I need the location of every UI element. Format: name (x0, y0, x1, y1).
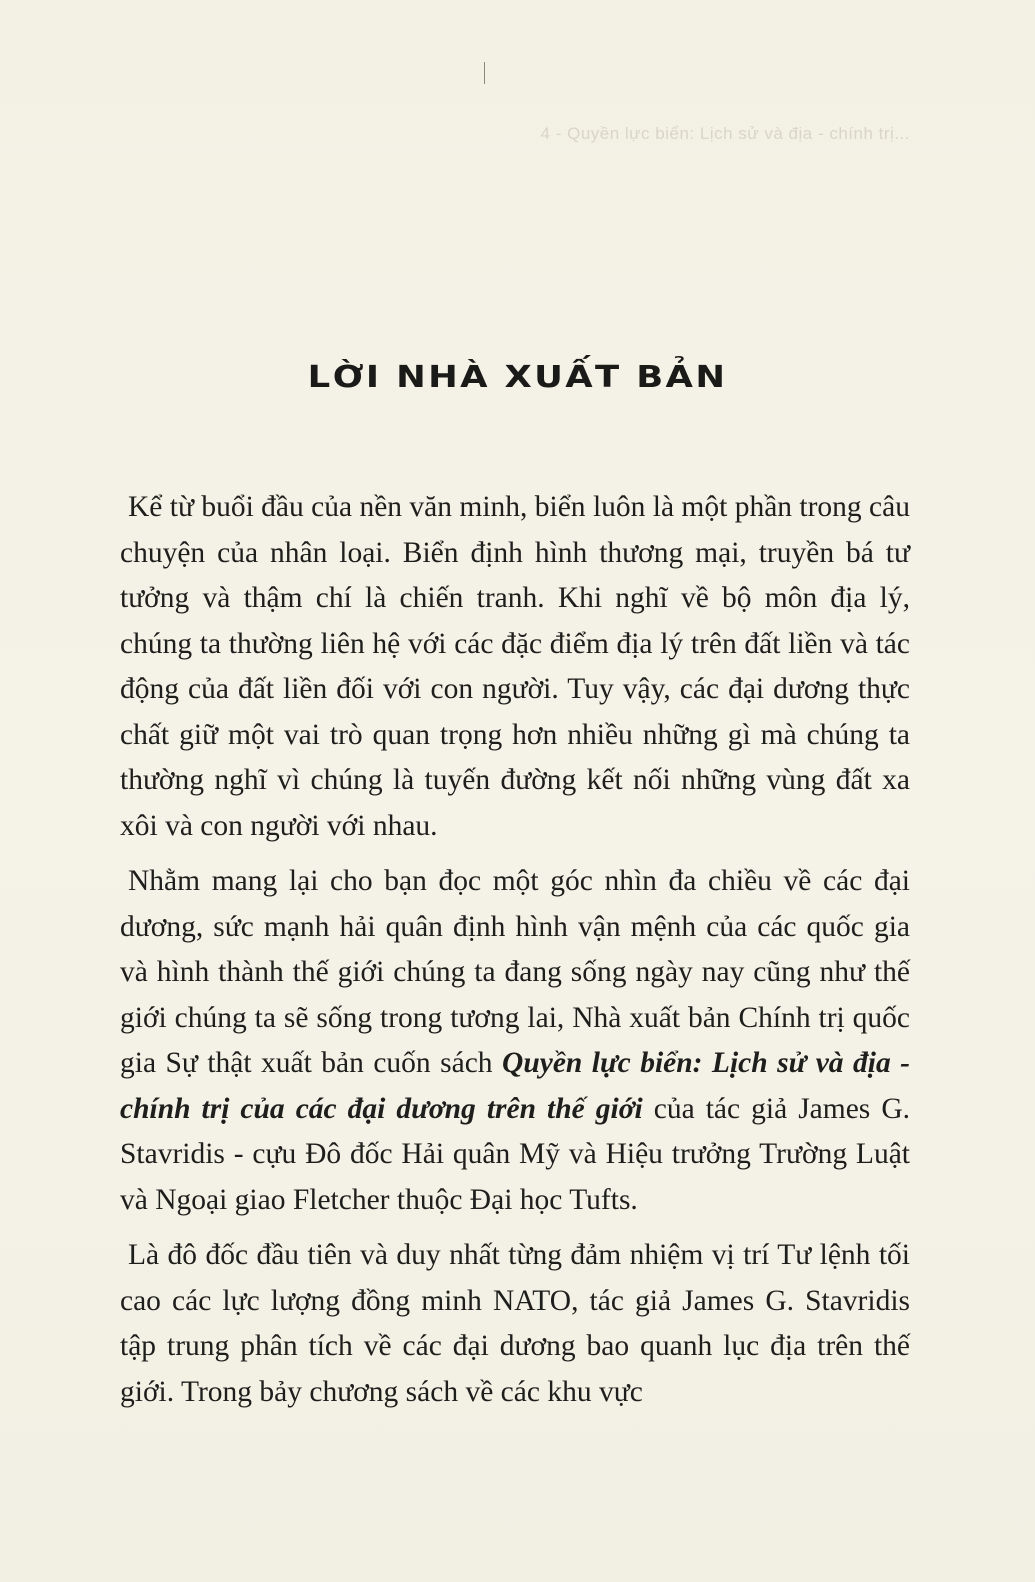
paragraph-1: Kể từ buổi đầu của nền văn minh, biển luôn là một phần trong câu chuyện của nhân loại. Biển định hình thương mại, truyền bá tư tưởng và thậm chí là chiến tranh. Khi nghĩ về bộ môn địa lý, chúng ta thường liên hệ với các đặc điểm địa lý trên đất liền và tác động của đất liền đối với con người. Tuy vậy, các đại dương thực chất giữ một vai trò quan trọng hơn nhiều những gì mà chúng ta thường nghĩ vì chúng là tuyến đường kết nối những vùng đất xa xôi và con người với nhau. (120, 491, 910, 842)
paragraph-2-end: của tác giả James G. Stavridis - cựu Đô đốc Hải quân Mỹ và Hiệu trưởng Trường Luật và Ngoại giao Fletcher thuộc Đại học Tufts. (120, 1092, 910, 1216)
show-through-header: 4 - Quyền lực biển: Lịch sử và địa - chính trị... (540, 124, 910, 143)
paragraph-2 (120, 859, 910, 1223)
paragraph-2-start: Nhằm mang lại cho bạn đọc một góc nhìn đa chiều về các đại dương, sức mạnh hải quân định hình vận mệnh của các quốc gia và hình thành thế giới chúng ta đang sống ngày nay cũng như thế giới chúng ta sẽ sống trong tương lai, Nhà xuất bản Chính trị quốc gia Sự thật xuất bản cuốn sách (120, 865, 910, 1079)
page-mark (484, 62, 485, 84)
paragraph-3: Là đô đốc đầu tiên và duy nhất từng đảm nhiệm vị trí Tư lệnh tối cao các lực lượng đồng minh NATO, tác giả James G. Stavridis tập trung phân tích về các đại dương bao quanh lục địa trên thế giới. Trong bảy chương sách về các khu vực (120, 1239, 910, 1408)
book-title: Quyền lực biển: Lịch sử và địa - chính trị của các đại dương trên thế giới (120, 1047, 910, 1125)
body-text (120, 485, 910, 1425)
page-title: LỜI NHÀ XUẤT BẢN (307, 360, 728, 395)
show-through-text (200, 192, 910, 492)
